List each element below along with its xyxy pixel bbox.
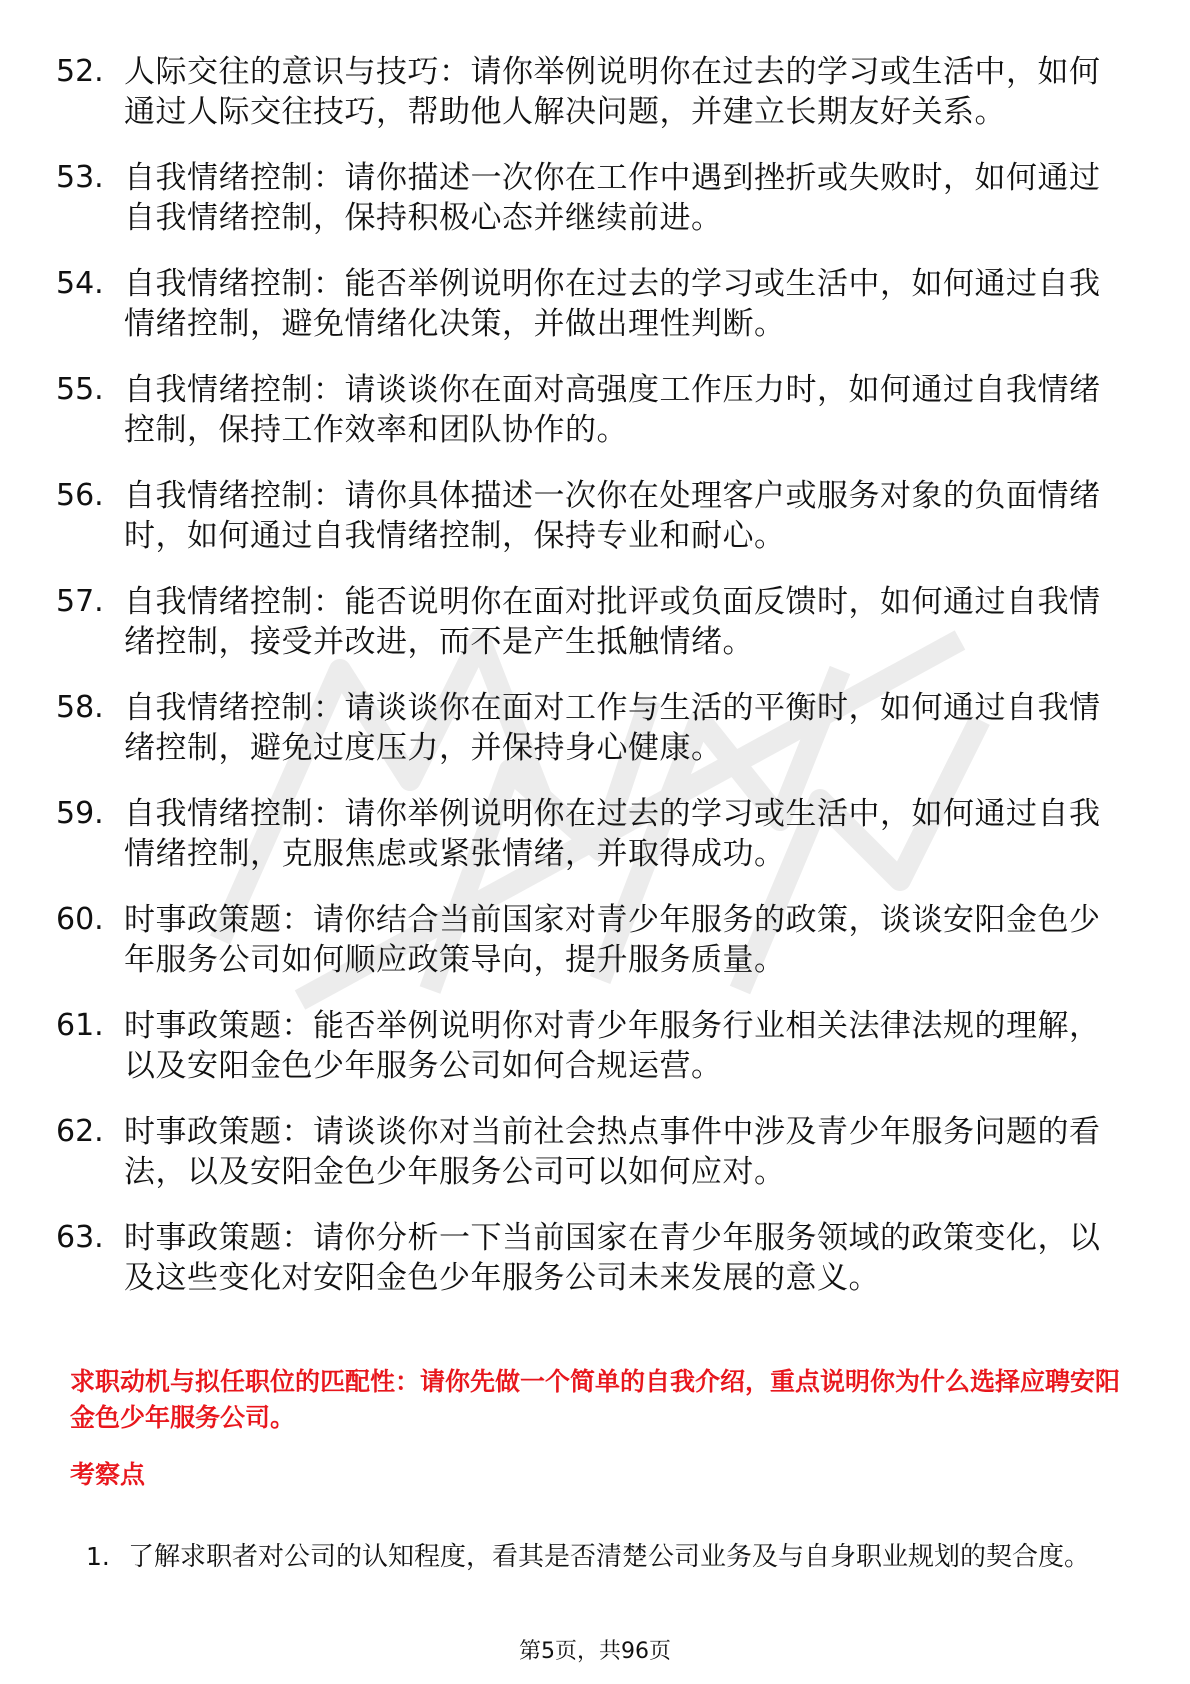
highlight-question: 求职动机与拟任职位的匹配性：请你先做一个简单的自我介绍，重点说明你为什么选择应聘安阳金色少年服务公司。: [70, 1367, 1121, 1432]
question-item: [56, 52, 1116, 132]
question-number: 54.: [56, 266, 104, 301]
question-item: [56, 264, 1116, 344]
question-number: 55.: [56, 372, 104, 407]
question-text: 自我情绪控制：能否说明你在面对批评或负面反馈时，如何通过自我情绪控制，接受并改进，而不是产生抵触情绪。: [124, 584, 1101, 660]
question-number: 57.: [56, 584, 104, 619]
question-number: 52.: [56, 54, 104, 89]
page-footer: 第5页，共96页: [519, 1639, 671, 1664]
question-item: [56, 1006, 1116, 1086]
question-text: 时事政策题：请谈谈你对当前社会热点事件中涉及青少年服务问题的看法，以及安阳金色少年服务公司可以如何应对。: [124, 1114, 1101, 1190]
assessment-point: [86, 1525, 1126, 1589]
question-item: [56, 1218, 1116, 1298]
question-text: 自我情绪控制：能否举例说明你在过去的学习或生活中，如何通过自我情绪控制，避免情绪化决策，并做出理性判断。: [124, 266, 1101, 342]
question-number: 58.: [56, 690, 104, 725]
question-number: 63.: [56, 1220, 104, 1255]
question-number: 53.: [56, 160, 104, 195]
question-item: [56, 1112, 1116, 1192]
question-number: 56.: [56, 478, 104, 513]
question-text: 自我情绪控制：请你具体描述一次你在处理客户或服务对象的负面情绪时，如何通过自我情绪控制，保持专业和耐心。: [124, 478, 1101, 554]
question-text: 人际交往的意识与技巧：请你举例说明你在过去的学习或生活中，如何通过人际交往技巧，帮助他人解决问题，并建立长期友好关系。: [124, 54, 1101, 130]
question-list: [56, 52, 1116, 1324]
question-item: [56, 582, 1116, 662]
question-item: [56, 158, 1116, 238]
question-number: 60.: [56, 902, 104, 937]
question-text: 自我情绪控制：请谈谈你在面对高强度工作压力时，如何通过自我情绪控制，保持工作效率和团队协作的。: [124, 372, 1101, 448]
point-text: 了解求职者对公司的认知程度，看其是否清楚公司业务及与自身职业规划的契合度。: [128, 1542, 1091, 1572]
question-text: 自我情绪控制：请你举例说明你在过去的学习或生活中，如何通过自我情绪控制，克服焦虑或紧张情绪，并取得成功。: [124, 796, 1101, 872]
question-item: [56, 794, 1116, 874]
question-text: 时事政策题：请你分析一下当前国家在青少年服务领域的政策变化，以及这些变化对安阳金色少年服务公司未来发展的意义。: [124, 1220, 1101, 1296]
question-number: 62.: [56, 1114, 104, 1149]
question-text: 时事政策题：能否举例说明你对青少年服务行业相关法律法规的理解，以及安阳金色少年服务公司如何合规运营。: [124, 1008, 1101, 1084]
question-item: [56, 476, 1116, 556]
question-number: 61.: [56, 1008, 104, 1043]
question-text: 自我情绪控制：请你描述一次你在工作中遇到挫折或失败时，如何通过自我情绪控制，保持积极心态并继续前进。: [124, 160, 1101, 236]
section-title: 考察点: [70, 1460, 146, 1489]
question-text: 自我情绪控制：请谈谈你在面对工作与生活的平衡时，如何通过自我情绪控制，避免过度压力，并保持身心健康。: [124, 690, 1101, 766]
question-item: [56, 688, 1116, 768]
question-text: 时事政策题：请你结合当前国家对青少年服务的政策，谈谈安阳金色少年服务公司如何顺应政策导向，提升服务质量。: [124, 902, 1101, 978]
question-number: 59.: [56, 796, 104, 831]
point-number: 1.: [86, 1542, 110, 1571]
question-item: [56, 370, 1116, 450]
question-item: [56, 900, 1116, 980]
